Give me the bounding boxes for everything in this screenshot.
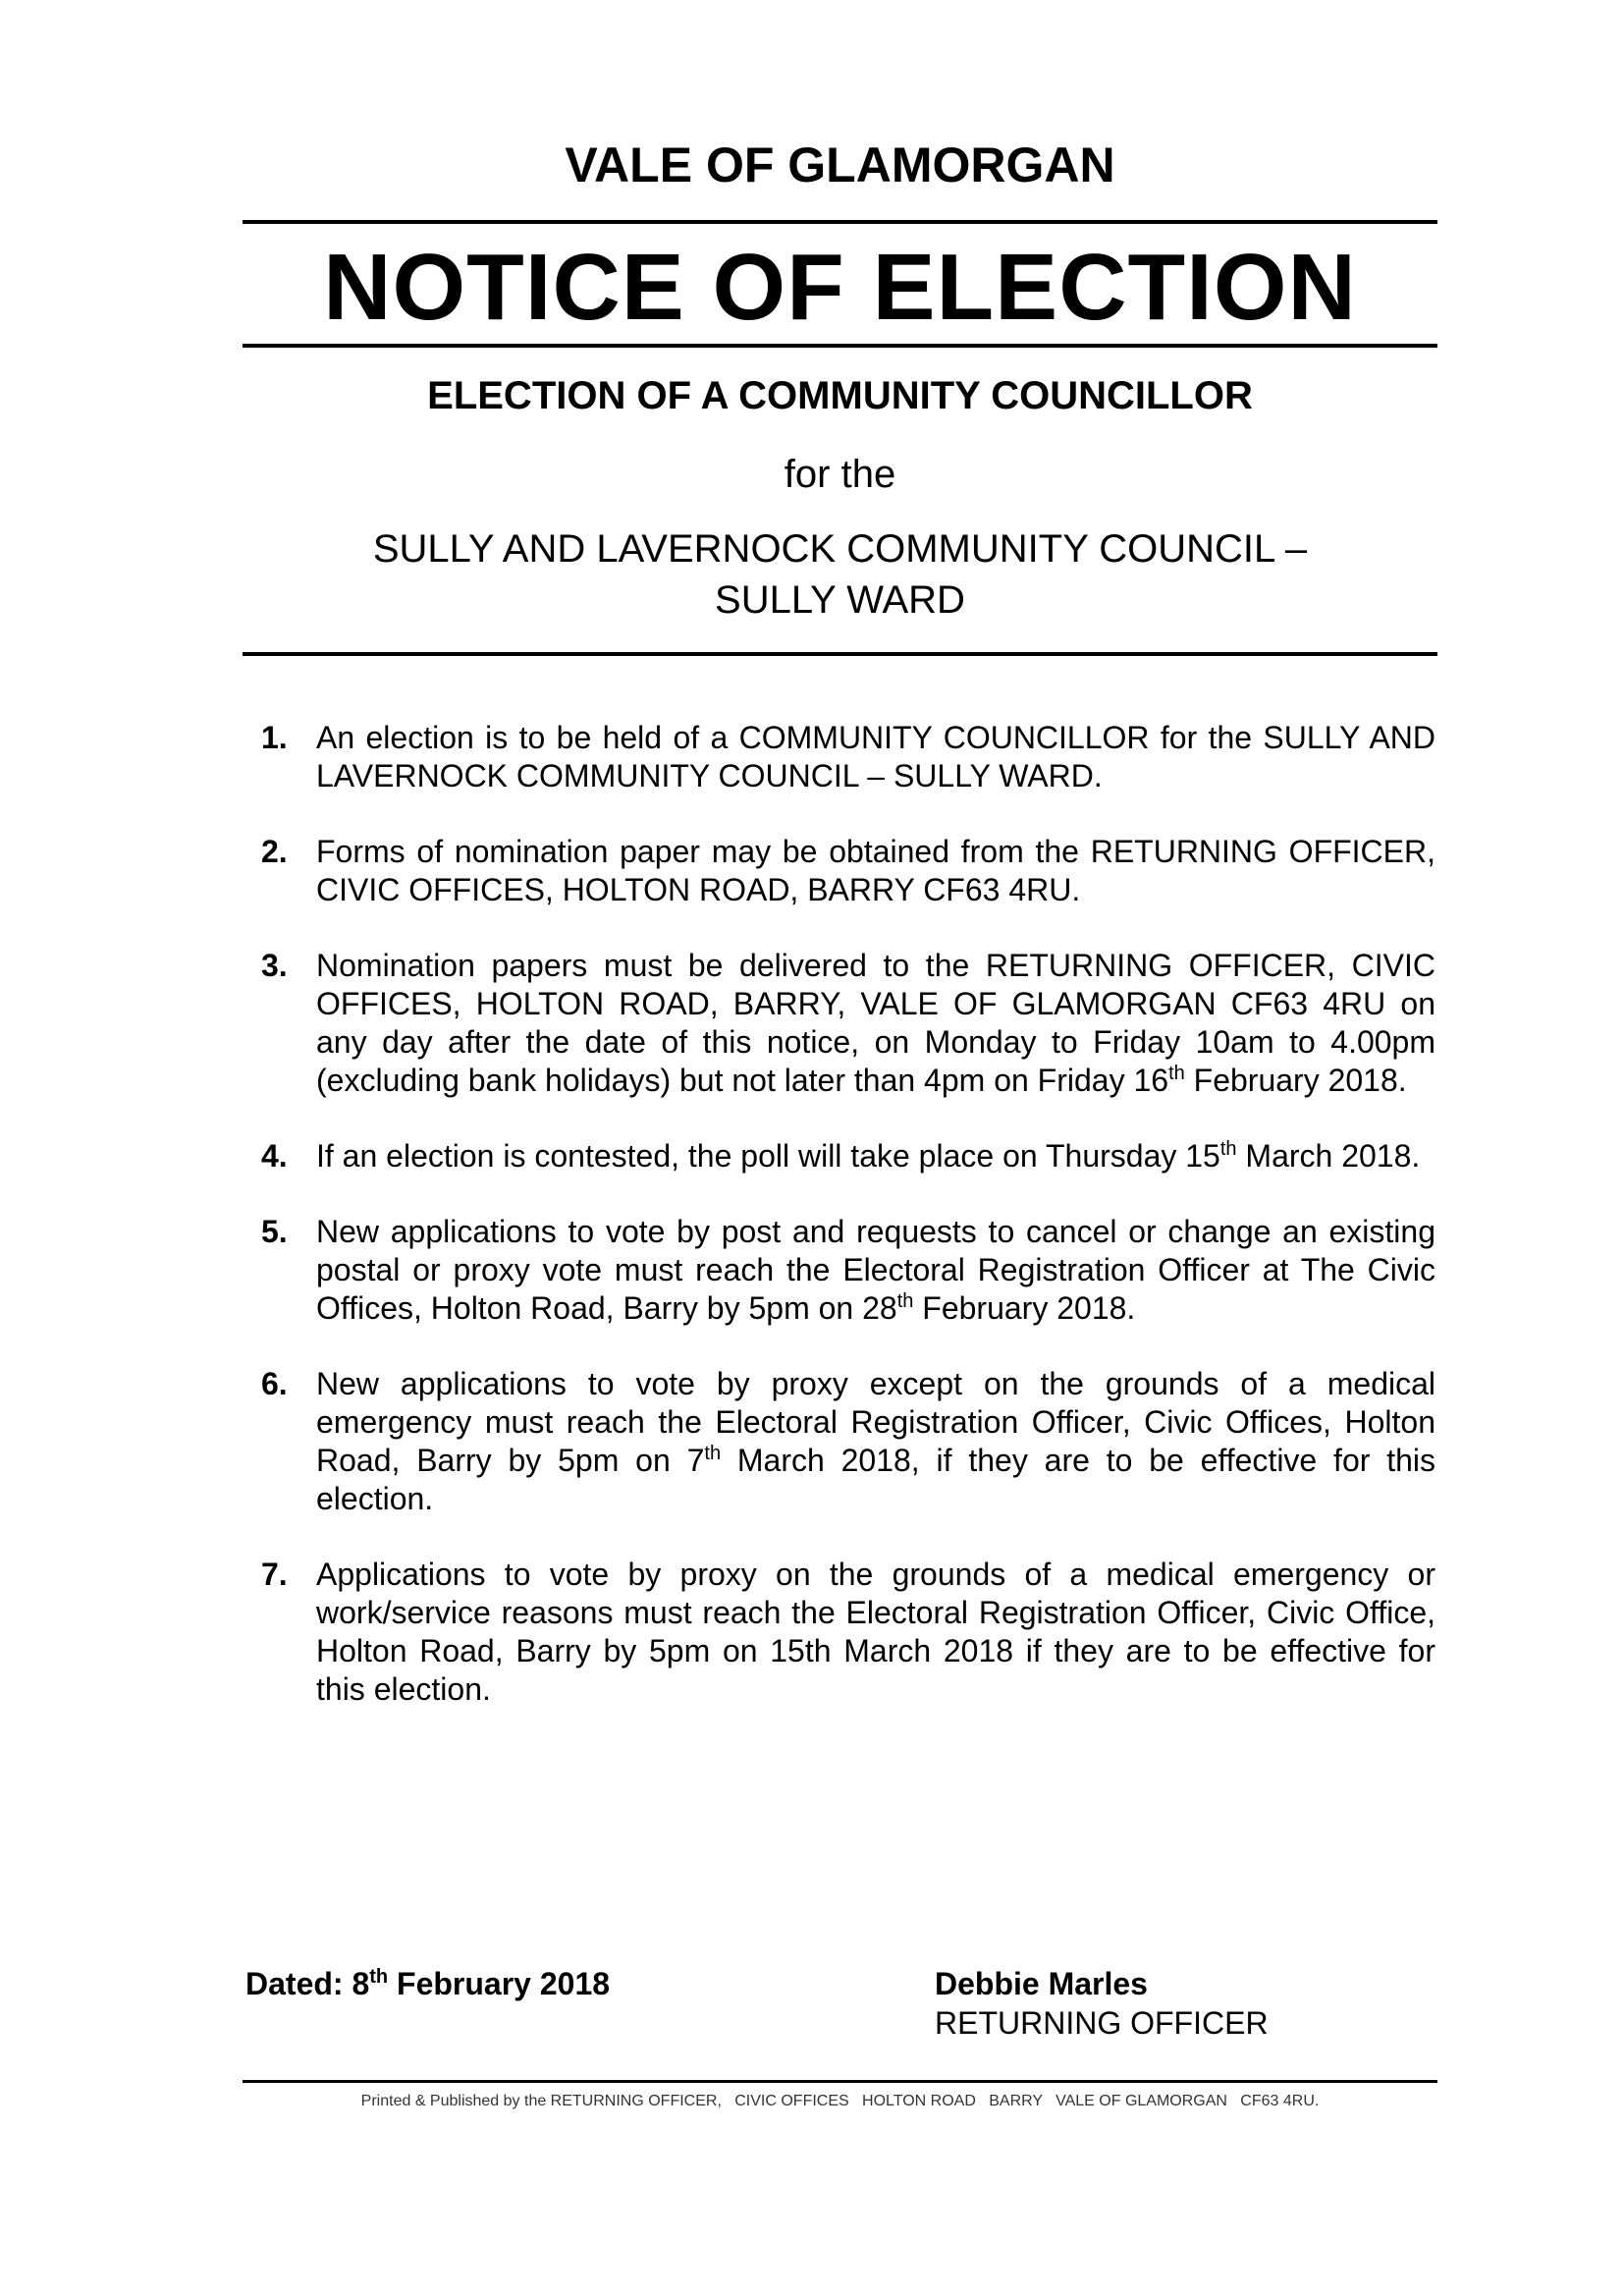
footer-rule <box>243 2080 1437 2083</box>
item-text-continued: March 2018, if they are to be effective for this election. <box>316 1443 1436 1516</box>
notice-item <box>257 1365 1435 1518</box>
title-rule-bottom <box>243 344 1437 348</box>
dated-text: Dated: 8 <box>245 1966 370 2001</box>
item-text-continued: March 2018. <box>1236 1138 1421 1174</box>
council-name-line2: SULLY WARD <box>715 578 965 622</box>
notice-items <box>257 719 1435 1746</box>
item-text: Forms of nomination paper may be obtained from the RETURNING OFFICER, CIVIC OFFICES, HOLTON ROAD, BARRY CF63 4RU. <box>316 834 1435 907</box>
item-text: If an election is contested, the poll will take place on Thursday 15 <box>316 1138 1220 1174</box>
item-number: 2. <box>261 834 288 869</box>
item-text: New applications to vote by proxy except on the grounds of a medical emergency must reach the Electoral Registration Officer, Civic Offices, Holton Road, Barry by 5pm on 7 <box>316 1366 1435 1478</box>
council-name <box>243 523 1437 626</box>
item-ordinal-suffix: th <box>896 1290 914 1312</box>
item-text: Applications to vote by proxy on the grounds of a medical emergency or work/service reasons must reach the Electoral Registration Officer, Civic Office, Holton Road, Barry by 5pm on 15th March 2018 if they are to be effective for this election. <box>316 1557 1435 1707</box>
dated-ordinal-suffix: th <box>369 1966 389 1988</box>
imprint-text: Printed & Published by the RETURNING OFFICER, CIVIC OFFICES HOLTON ROAD BARRY VALE OF GLAMORGAN CF63 4RU. <box>360 2093 1320 2109</box>
item-ordinal-suffix: th <box>1219 1138 1237 1160</box>
authority-name: VALE OF GLAMORGAN <box>565 137 1115 192</box>
signatory-block <box>935 1964 1269 2043</box>
item-number: 4. <box>261 1138 288 1174</box>
item-text: Nomination papers must be delivered to the RETURNING OFFICER, CIVIC OFFICES, HOLTON ROAD, BARRY, VALE OF GLAMORGAN CF63 4RU on any day after the date of this notice, on Monday to Friday 10am to 4.00pm (excluding bank holidays) but not later than 4pm on Friday 16 <box>316 948 1435 1098</box>
notice-item <box>257 1556 1435 1709</box>
dated-text-continued: February 2018 <box>388 1966 611 2001</box>
item-number: 7. <box>261 1557 288 1592</box>
notice-item <box>257 719 1435 795</box>
notice-item <box>257 1137 1435 1175</box>
item-text: An election is to be held of a COMMUNITY COUNCILLOR for the SULLY AND LAVERNOCK COMMUNITY COUNCIL – SULLY WARD. <box>316 720 1435 793</box>
election-heading: ELECTION OF A COMMUNITY COUNCILLOR <box>427 374 1253 417</box>
dated-line <box>245 1964 610 2003</box>
title-rule-top <box>243 220 1437 224</box>
header-rule-bottom <box>243 652 1437 656</box>
signatory-name: Debbie Marles <box>935 1966 1148 2001</box>
notice-item <box>257 1213 1435 1328</box>
item-text-continued: February 2018. <box>1184 1063 1407 1098</box>
item-number: 1. <box>261 720 288 755</box>
item-number: 6. <box>261 1366 288 1401</box>
item-ordinal-suffix: th <box>704 1443 722 1464</box>
item-text: New applications to vote by post and requests to cancel or change an existing postal or proxy vote must reach the Electoral Registration Officer at The Civic Offices, Holton Road, Barry by 5pm on 28 <box>316 1214 1435 1326</box>
signatory-role: RETURNING OFFICER <box>935 2005 1269 2041</box>
for-the-text: for the <box>784 453 896 496</box>
item-ordinal-suffix: th <box>1168 1063 1185 1084</box>
council-name-line1: SULLY AND LAVERNOCK COMMUNITY COUNCIL – <box>372 527 1308 571</box>
item-text-continued: February 2018. <box>913 1290 1136 1326</box>
item-number: 3. <box>261 948 288 983</box>
item-number: 5. <box>261 1214 288 1249</box>
notice-item <box>257 833 1435 909</box>
notice-item <box>257 947 1435 1100</box>
notice-title: NOTICE OF ELECTION <box>323 235 1357 340</box>
